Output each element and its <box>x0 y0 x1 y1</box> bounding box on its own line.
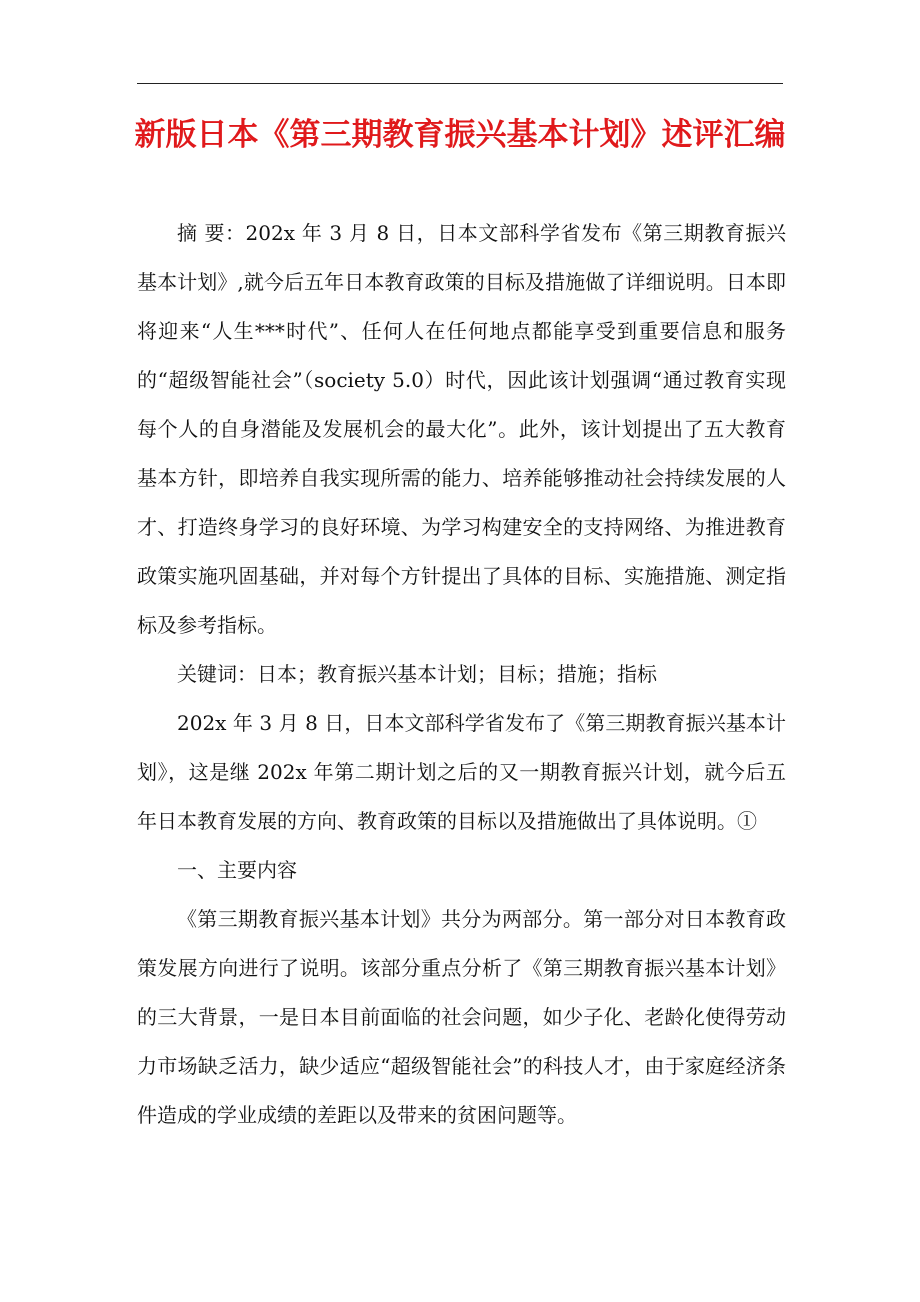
intro-paragraph: 202x 年 3 月 8 日，日本文部科学省发布了《第三期教育振兴基本计划》，这是继 202x 年第二期计划之后的又一期教育振兴计划，就今后五年日本教育发展的方向、教育政策的目标以及措施做出了具体说明。① <box>137 711 786 833</box>
keywords-paragraph: 关键词：日本；教育振兴基本计划；目标；措施；指标 <box>177 662 657 686</box>
section-heading: 一、主要内容 <box>177 858 297 882</box>
header-rule <box>137 83 783 84</box>
abstract-paragraph: 摘 要：202x 年 3 月 8 日，日本文部科学省发布《第三期教育振兴基本计划》,就今后五年日本教育政策的目标及措施做了详细说明。日本即将迎来“人生***时代”、任何人在任何地点都能享受到重要信息和服务的“超级智能社会”（society 5.0）时代，因此该计划强调“通过教育实现每个人的自身潜能及发展机会的最大化”。此外，该计划提出了五大教育基本方针，即培养自我实现所需的能力、培养能够推动社会持续发展的人才、打造终身学习的良好环境、为学习构建安全的支持网络、为推进教育政策实施巩固基础，并对每个方针提出了具体的目标、实施措施、测定指标及参考指标。 <box>137 221 786 637</box>
document-title: 新版日本《第三期教育振兴基本计划》述评汇编 <box>134 117 786 153</box>
document-body <box>137 209 786 1140</box>
section-body-paragraph: 《第三期教育振兴基本计划》共分为两部分。第一部分对日本教育政策发展方向进行了说明。该部分重点分析了《第三期教育振兴基本计划》的三大背景，一是日本目前面临的社会问题，如少子化、老龄化使得劳动力市场缺乏活力，缺少适应“超级智能社会”的科技人才，由于家庭经济条件造成的学业成绩的差距以及带来的贫困问题等。 <box>137 907 786 1127</box>
